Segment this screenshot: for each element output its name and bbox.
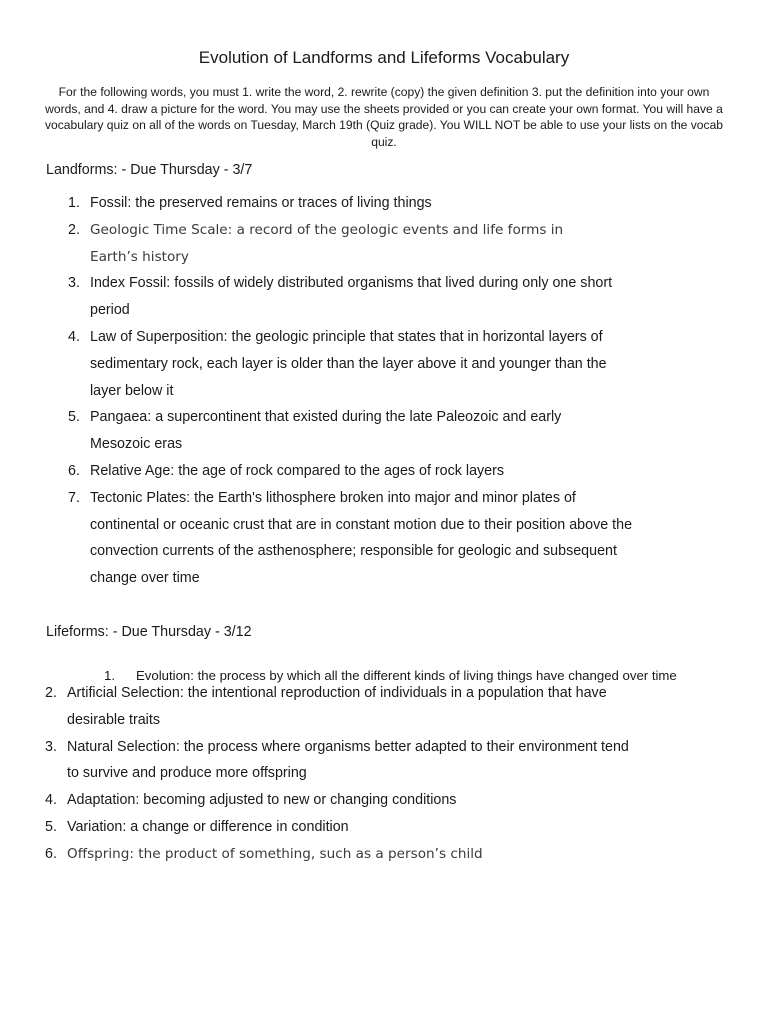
landforms-item-pangaea [68, 404, 668, 458]
landforms-item-index-fossil [68, 270, 668, 324]
item-text: Geologic Time Scale: a record of the geologic events and life forms in Earth’s history [90, 221, 564, 265]
item-number: 6. [45, 845, 57, 862]
item-number: 4. [68, 328, 80, 345]
item-number: 1. [68, 195, 80, 211]
item-number: 3. [68, 275, 80, 292]
item-number: 7. [68, 489, 80, 506]
lifeforms-item-natural-selection [45, 734, 675, 788]
landforms-item-tectonic-plates [68, 485, 668, 592]
item-text: Index Fossil: fossils of widely distributed organisms that lived during only one short period [90, 275, 613, 319]
item-text: Evolution: the process by which all the different kinds of living things have changed over time [136, 668, 677, 683]
item-number: 5. [68, 409, 80, 426]
item-text: Tectonic Plates: the Earth's lithosphere broken into major and minor plates of continental or oceanic crust that are in constant motion due to their position above the convection currents of the asthenosphere; responsible for geologic and subsequent change over time [90, 489, 633, 587]
item-text: Adaptation: becoming adjusted to new or changing conditions [67, 792, 457, 809]
item-number: 5. [45, 818, 57, 835]
landforms-item-fossil [68, 190, 668, 217]
item-text: Law of Superposition: the geologic principle that states that in horizontal layers of sedimentary rock, each layer is older than the layer above it and younger than the layer below it [90, 328, 607, 399]
landforms-item-relative-age [68, 458, 668, 485]
landforms-list [68, 190, 668, 592]
item-text: Artificial Selection: the intentional reproduction of individuals in a population that have desirable traits [67, 685, 607, 728]
lifeforms-item-variation [45, 814, 675, 841]
item-number: 2. [45, 685, 57, 701]
item-number: 3. [45, 738, 57, 755]
item-text: Pangaea: a supercontinent that existed during the late Paleozoic and early Mesozoic eras [90, 409, 562, 453]
item-number: 4. [45, 792, 57, 809]
lifeforms-item-adaptation [45, 787, 675, 814]
item-text: Natural Selection: the process where organisms better adapted to their environment tend to survive and produce more offspring [67, 738, 629, 782]
item-text: Variation: a change or difference in condition [67, 818, 349, 835]
lifeforms-heading: Lifeforms: - Due Thursday - 3/12 [46, 624, 252, 640]
landforms-item-law-of-superposition [68, 324, 668, 404]
lifeforms-list [45, 680, 675, 868]
item-text: Relative Age: the age of rock compared to the ages of rock layers [90, 462, 505, 479]
lifeforms-item-offspring [45, 841, 675, 868]
item-number: 6. [68, 462, 80, 479]
item-number: 1. [104, 668, 115, 683]
landforms-item-geologic-time-scale [68, 217, 668, 271]
lifeforms-item-artificial-selection [45, 680, 675, 734]
instructions-paragraph: For the following words, you must 1. write the word, 2. rewrite (copy) the given definition 3. put the definition into your own words, and 4. draw a picture for the word. You may use the sheets provided or you can create your own format. You will have a vocabulary quiz on all of the words on Tuesday, March 19th (Quiz grade). You WILL NOT be able to use your lists on the vocab quiz. [44, 85, 724, 149]
item-text: Offspring: the product of something, such as a person’s child [67, 845, 483, 862]
landforms-heading: Landforms: - Due Thursday - 3/7 [46, 162, 253, 178]
item-text: Fossil: the preserved remains or traces of living things [90, 195, 432, 211]
document-title: Evolution of Landforms and Lifeforms Vocabulary [198, 48, 570, 67]
item-number: 2. [68, 221, 80, 238]
